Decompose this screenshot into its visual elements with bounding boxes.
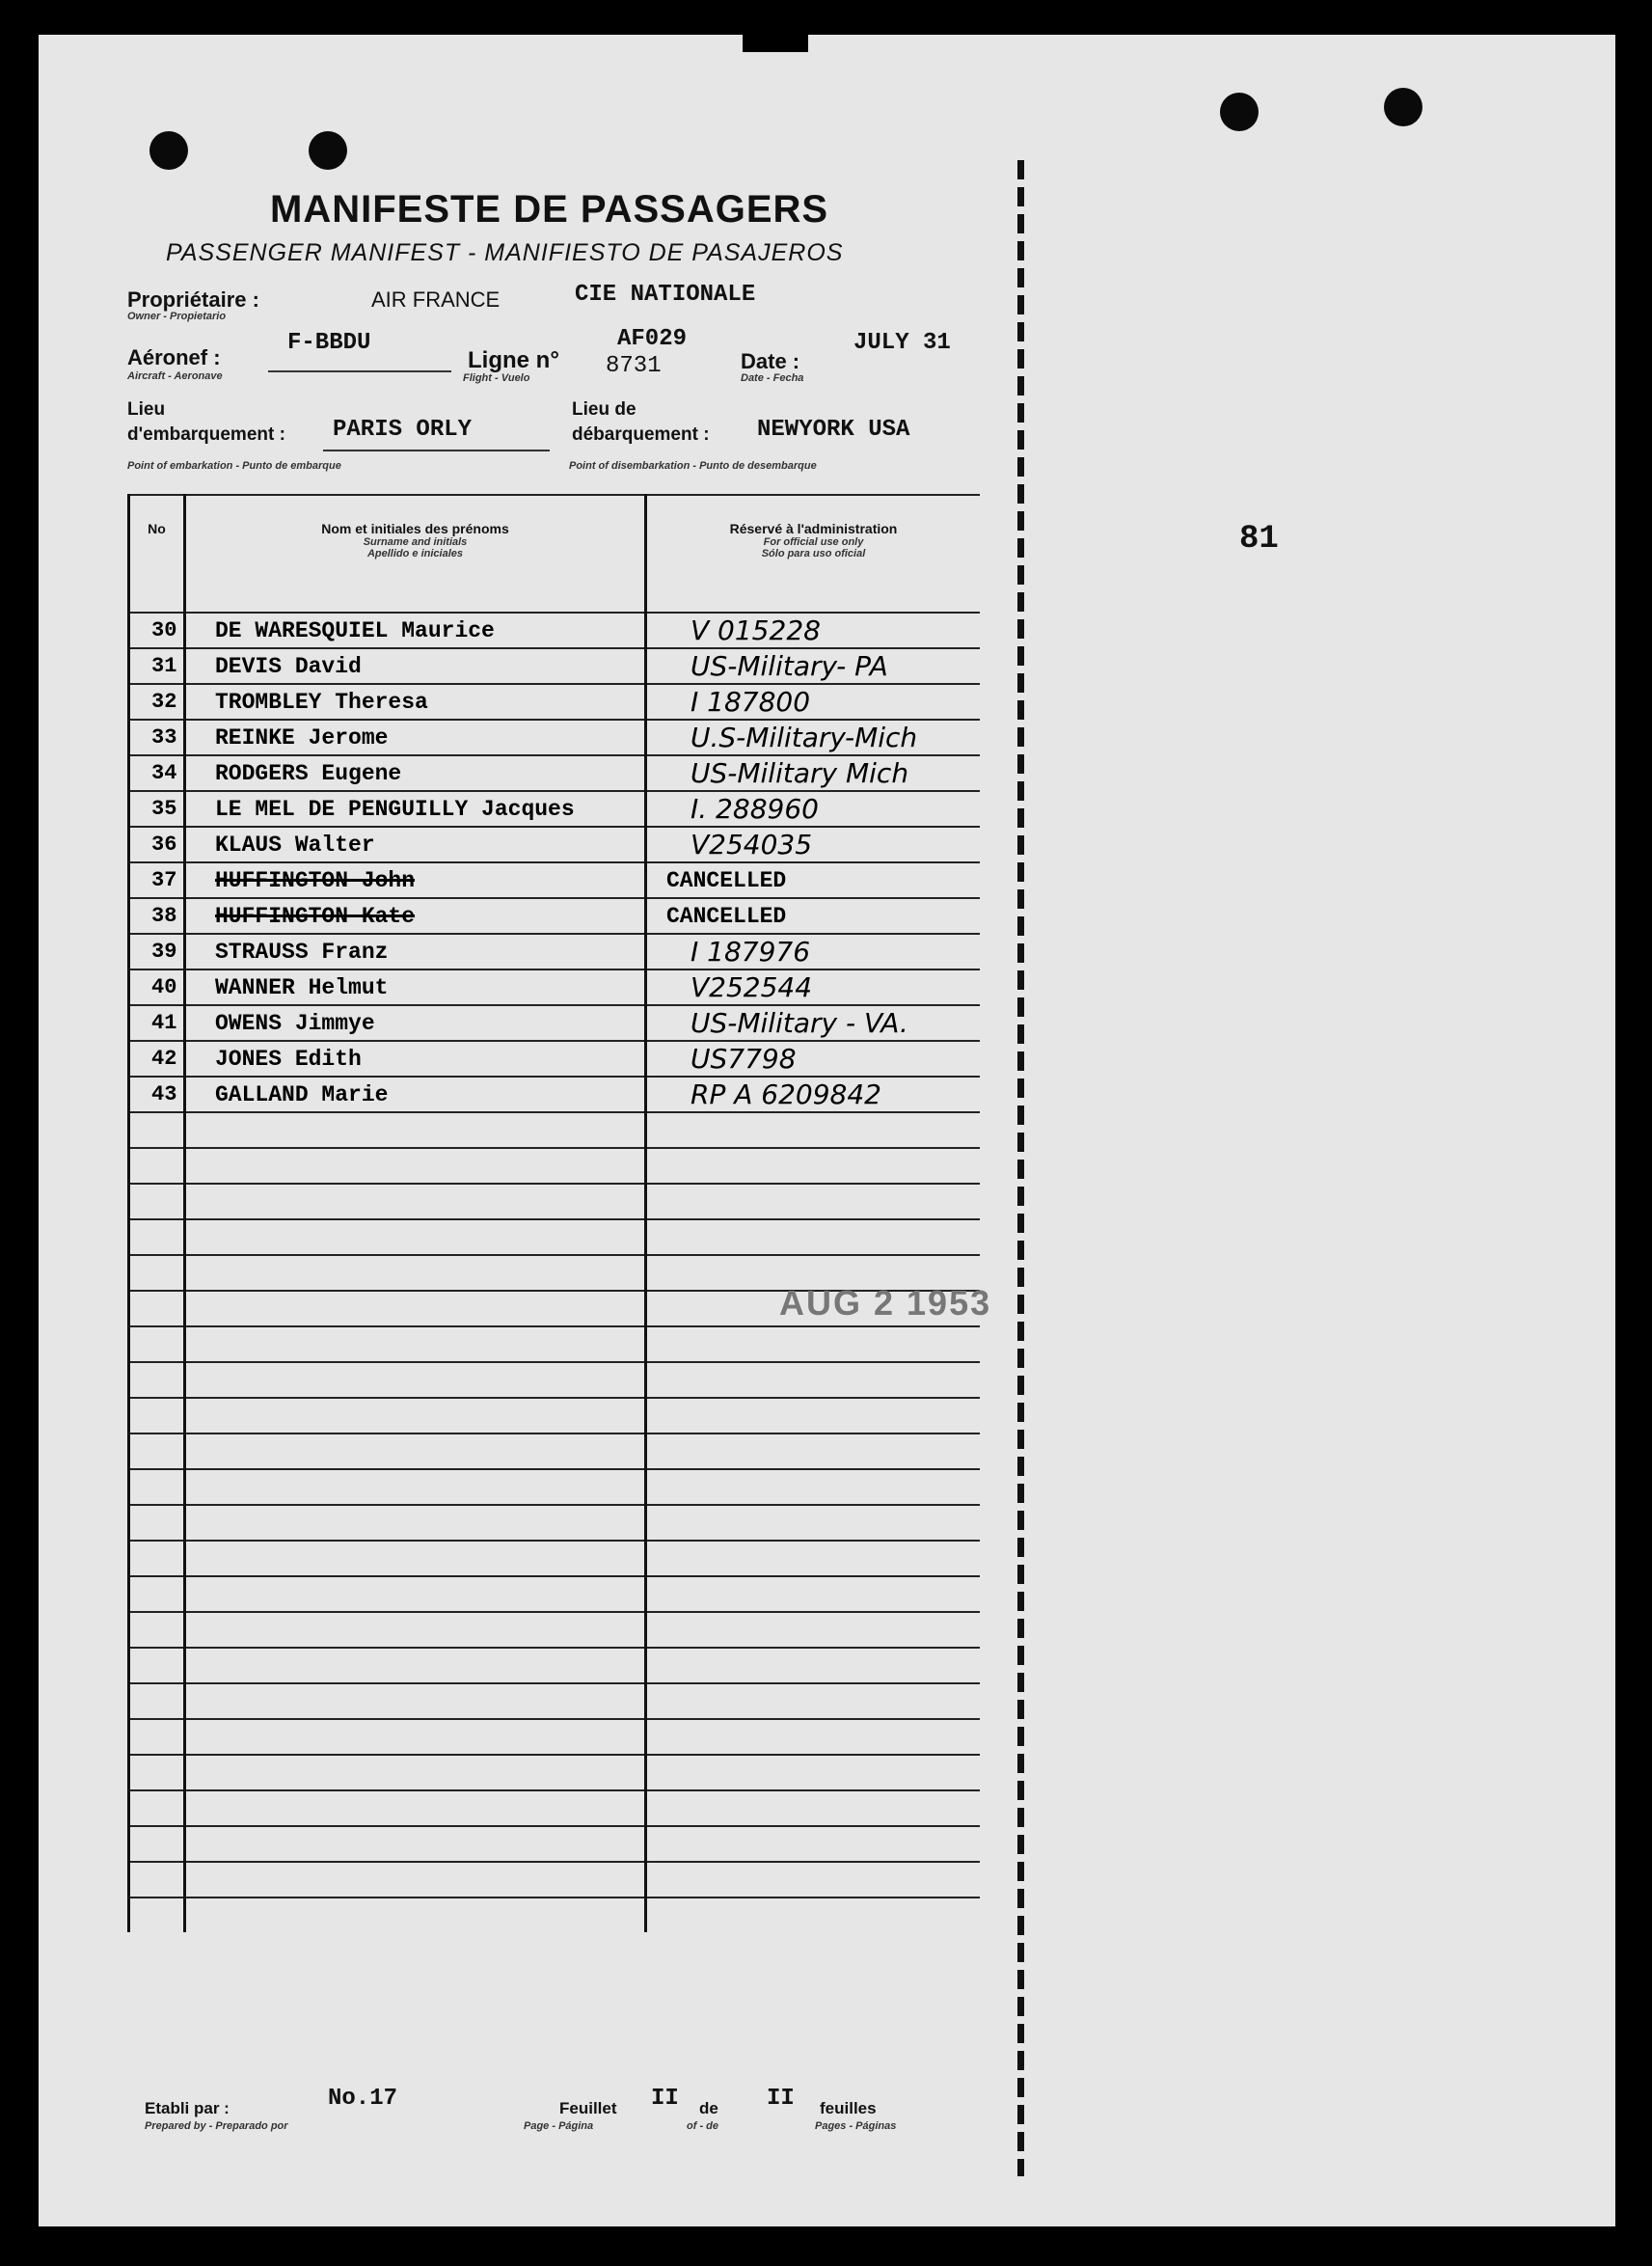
bleed-through-text <box>1234 208 1350 2061</box>
passenger-name <box>185 1541 646 1576</box>
of-value: II <box>767 2086 795 2112</box>
row-number: 36 <box>129 827 185 862</box>
admin-notation <box>646 1469 981 1505</box>
passenger-name <box>185 1897 646 1932</box>
row-number: 31 <box>129 648 185 684</box>
table-row <box>129 1326 981 1362</box>
admin-notation <box>646 1612 981 1648</box>
punch-hole-left-2 <box>309 131 347 170</box>
table-row <box>129 1077 981 1112</box>
row-number: 35 <box>129 791 185 827</box>
passenger-name: OWENS Jimmye <box>185 1005 646 1041</box>
row-number <box>129 1648 185 1683</box>
admin-notation: V254035 <box>646 827 981 862</box>
passenger-name <box>185 1576 646 1612</box>
perforation-line <box>1017 160 1024 2176</box>
row-number: 41 <box>129 1005 185 1041</box>
column-no-label: No <box>148 521 166 536</box>
row-number <box>129 1255 185 1291</box>
passenger-name <box>185 1255 646 1291</box>
column-name-label: Nom et initiales des prénoms <box>321 521 509 536</box>
row-number <box>129 1184 185 1219</box>
flight-value: AF029 <box>617 326 688 352</box>
table-row <box>129 1148 981 1184</box>
flight-sublabel: Flight - Vuelo <box>463 372 530 384</box>
admin-notation: I 187976 <box>646 934 981 969</box>
embark-value: PARIS ORLY <box>333 417 473 443</box>
passenger-name <box>185 1433 646 1469</box>
passenger-name <box>185 1505 646 1541</box>
sheets-label: feuilles <box>820 2099 877 2117</box>
sheet-sublabel: Page - Página <box>524 2120 594 2132</box>
table-body <box>129 613 981 1932</box>
row-number: 30 <box>129 613 185 648</box>
row-number <box>129 1362 185 1398</box>
column-admin-label: Réservé à l'administration <box>729 521 898 536</box>
table-row <box>129 613 981 648</box>
table-row <box>129 1398 981 1433</box>
admin-notation <box>646 1398 981 1433</box>
table-header-row <box>129 495 981 613</box>
table-row <box>129 1541 981 1576</box>
disembark-value: NEWYORK USA <box>757 417 910 443</box>
punch-hole-right-2 <box>1384 88 1422 126</box>
passenger-name: WANNER Helmut <box>185 969 646 1005</box>
flight-value-handwritten: 8731 <box>606 353 662 379</box>
table-row <box>129 969 981 1005</box>
admin-notation <box>646 1184 981 1219</box>
date-sublabel: Date - Fecha <box>741 372 804 384</box>
aircraft-value: F-BBDU <box>287 330 371 356</box>
table-row <box>129 1505 981 1541</box>
embark-label-2: d'embarquement : <box>127 424 285 445</box>
table-row <box>129 1862 981 1897</box>
date-label: Date : <box>741 349 800 373</box>
table-row <box>129 1826 981 1862</box>
row-number <box>129 1755 185 1790</box>
admin-notation: US7798 <box>646 1041 981 1077</box>
column-name-sublabel-1: Surname and initials <box>363 536 468 548</box>
row-number <box>129 1398 185 1433</box>
row-number <box>129 1612 185 1648</box>
table-row <box>129 1755 981 1790</box>
passenger-name <box>185 1790 646 1826</box>
admin-notation: CANCELLED <box>646 898 981 934</box>
aircraft-underline <box>268 370 451 372</box>
row-number: 34 <box>129 755 185 791</box>
row-number: 32 <box>129 684 185 720</box>
row-number <box>129 1719 185 1755</box>
table-row <box>129 1433 981 1469</box>
admin-notation <box>646 1326 981 1362</box>
paper-tab <box>743 35 808 52</box>
passenger-table <box>127 494 980 1932</box>
table-row <box>129 720 981 755</box>
table-row <box>129 1005 981 1041</box>
row-number <box>129 1790 185 1826</box>
column-name-sublabel-2: Apellido e iniciales <box>366 548 464 560</box>
table-row <box>129 934 981 969</box>
column-header-name <box>185 495 646 613</box>
table-row <box>129 648 981 684</box>
prepared-by-value: No.17 <box>328 2086 398 2112</box>
row-number: 39 <box>129 934 185 969</box>
table-row <box>129 1790 981 1826</box>
admin-notation: US-Military- PA <box>646 648 981 684</box>
admin-notation <box>646 1683 981 1719</box>
passenger-name <box>185 1398 646 1433</box>
table-row <box>129 1362 981 1398</box>
admin-notation <box>646 1219 981 1255</box>
admin-notation <box>646 1362 981 1398</box>
disembark-sublabel: Point of disembarkation - Punto de desembarque <box>569 460 817 472</box>
row-number <box>129 1469 185 1505</box>
table-row <box>129 1897 981 1932</box>
admin-notation <box>646 1433 981 1469</box>
of-label: de <box>699 2099 718 2117</box>
embark-sublabel: Point of embarkation - Punto de embarque <box>127 460 341 472</box>
admin-notation <box>646 1148 981 1184</box>
owner-label: Propriétaire : <box>127 287 259 312</box>
aircraft-label: Aéronef : <box>127 345 221 369</box>
flight-label: Ligne n° <box>468 347 559 373</box>
row-number <box>129 1505 185 1541</box>
table-row <box>129 684 981 720</box>
row-number: 43 <box>129 1077 185 1112</box>
admin-notation <box>646 1541 981 1576</box>
table-row <box>129 791 981 827</box>
admin-notation <box>646 1790 981 1826</box>
admin-notation <box>646 1755 981 1790</box>
admin-notation <box>646 1505 981 1541</box>
punch-hole-left-1 <box>149 131 188 170</box>
sheet-label: Feuillet <box>559 2099 617 2117</box>
passenger-name: GALLAND Marie <box>185 1077 646 1112</box>
row-number <box>129 1826 185 1862</box>
admin-notation <box>646 1862 981 1897</box>
admin-notation <box>646 1826 981 1862</box>
aircraft-sublabel: Aircraft - Aeronave <box>127 370 223 382</box>
row-number <box>129 1862 185 1897</box>
table-row <box>129 1219 981 1255</box>
table-row <box>129 1112 981 1148</box>
row-number: 38 <box>129 898 185 934</box>
disembark-label-1: Lieu de <box>572 399 636 420</box>
row-number <box>129 1576 185 1612</box>
disembark-label-2: débarquement : <box>572 424 710 445</box>
column-header-no <box>129 495 185 613</box>
owner-typed-value: CIE NATIONALE <box>575 282 756 308</box>
admin-notation <box>646 1897 981 1932</box>
admin-notation: RP A 6209842 <box>646 1077 981 1112</box>
passenger-name <box>185 1862 646 1897</box>
column-admin-sublabel-2: Sólo para uso oficial <box>761 548 866 560</box>
passenger-name: KLAUS Walter <box>185 827 646 862</box>
passenger-name: JONES Edith <box>185 1041 646 1077</box>
table-row <box>129 1648 981 1683</box>
embark-label-1: Lieu <box>127 399 166 420</box>
passenger-name <box>185 1362 646 1398</box>
admin-notation: V 015228 <box>646 613 981 648</box>
row-number <box>129 1291 185 1326</box>
passenger-name: TROMBLEY Theresa <box>185 684 646 720</box>
table-row <box>129 898 981 934</box>
row-number: 40 <box>129 969 185 1005</box>
row-number <box>129 1219 185 1255</box>
passenger-name: HUFFINGTON Kate <box>185 898 646 934</box>
sheet-value: II <box>651 2086 679 2112</box>
passenger-name <box>185 1683 646 1719</box>
admin-notation <box>646 1719 981 1755</box>
embark-underline <box>323 450 550 451</box>
passenger-name <box>185 1326 646 1362</box>
passenger-name: LE MEL DE PENGUILLY Jacques <box>185 791 646 827</box>
admin-notation: CANCELLED <box>646 862 981 898</box>
punch-hole-right-1 <box>1220 93 1259 131</box>
admin-notation: U.S-Military-Mich <box>646 720 981 755</box>
passenger-name: REINKE Jerome <box>185 720 646 755</box>
date-value: JULY 31 <box>853 330 951 356</box>
column-header-admin <box>646 495 981 613</box>
row-number <box>129 1112 185 1148</box>
row-number <box>129 1148 185 1184</box>
table-row <box>129 1469 981 1505</box>
row-number: 42 <box>129 1041 185 1077</box>
admin-notation: V252544 <box>646 969 981 1005</box>
row-number <box>129 1683 185 1719</box>
of-sublabel: of - de <box>687 2120 718 2132</box>
passenger-name <box>185 1219 646 1255</box>
table-row <box>129 1184 981 1219</box>
table-row <box>129 1683 981 1719</box>
passenger-name: RODGERS Eugene <box>185 755 646 791</box>
admin-notation <box>646 1112 981 1148</box>
page-title: MANIFESTE DE PASSAGERS <box>270 188 829 231</box>
passenger-name <box>185 1148 646 1184</box>
passenger-name <box>185 1755 646 1790</box>
row-number: 37 <box>129 862 185 898</box>
column-admin-sublabel-1: For official use only <box>763 536 864 548</box>
table-row <box>129 1041 981 1077</box>
owner-sublabel: Owner - Propietario <box>127 311 227 322</box>
passenger-name <box>185 1612 646 1648</box>
passenger-name <box>185 1112 646 1148</box>
passenger-name <box>185 1469 646 1505</box>
owner-value: AIR FRANCE <box>371 287 501 312</box>
table-row <box>129 1612 981 1648</box>
passenger-name <box>185 1184 646 1219</box>
admin-notation <box>646 1576 981 1612</box>
passenger-name: DEVIS David <box>185 648 646 684</box>
row-number <box>129 1326 185 1362</box>
table-row <box>129 827 981 862</box>
passenger-name: DE WARESQUIEL Maurice <box>185 613 646 648</box>
passenger-name: STRAUSS Franz <box>185 934 646 969</box>
row-number <box>129 1897 185 1932</box>
sheets-sublabel: Pages - Páginas <box>815 2120 897 2132</box>
admin-notation: I. 288960 <box>646 791 981 827</box>
admin-notation: US-Military Mich <box>646 755 981 791</box>
passenger-name <box>185 1719 646 1755</box>
passenger-name <box>185 1291 646 1326</box>
prepared-by-sublabel: Prepared by - Preparado por <box>145 2120 288 2132</box>
admin-notation: I 187800 <box>646 684 981 720</box>
page-number: 81 <box>1239 521 1279 558</box>
row-number <box>129 1541 185 1576</box>
prepared-by-label: Etabli par : <box>145 2099 230 2117</box>
admin-notation <box>646 1648 981 1683</box>
page-subtitle: PASSENGER MANIFEST - MANIFIESTO DE PASAJEROS <box>166 239 844 266</box>
table-row <box>129 1719 981 1755</box>
passenger-name <box>185 1826 646 1862</box>
passenger-name <box>185 1648 646 1683</box>
passenger-name: HUFFINGTON John <box>185 862 646 898</box>
table-row <box>129 755 981 791</box>
table-row <box>129 862 981 898</box>
row-number: 33 <box>129 720 185 755</box>
table-row <box>129 1576 981 1612</box>
date-stamp: AUG 2 1953 <box>779 1283 992 1323</box>
admin-notation: US-Military - VA. <box>646 1005 981 1041</box>
row-number <box>129 1433 185 1469</box>
